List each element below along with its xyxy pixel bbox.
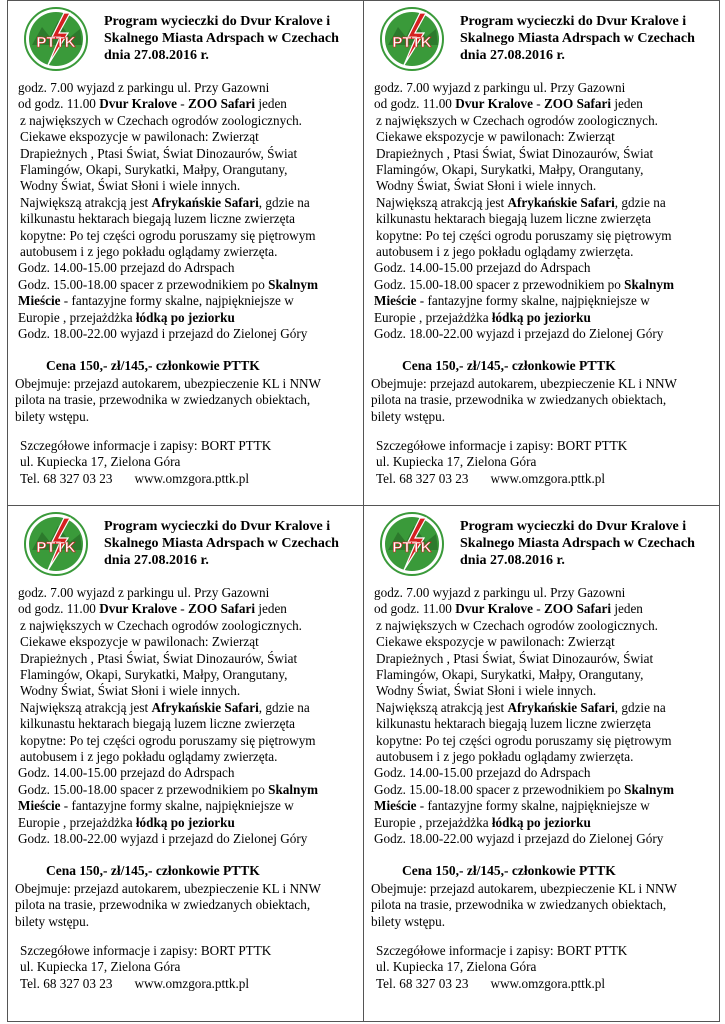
itinerary-line: kopytne: Po tej części ogrodu poruszamy się piętrowym — [376, 732, 672, 748]
contact-address: ul. Kupiecka 17, Zielona Góra — [20, 959, 181, 975]
price-line: Cena 150,- zł/145,- członkowie PTTK — [46, 358, 260, 373]
itinerary-line: Europie , przejażdżka łódką po jeziorku — [374, 814, 591, 830]
price-line: Cena 150,- zł/145,- członkowie PTTK — [46, 863, 260, 878]
itinerary-line: Drapieżnych , Ptasi Świat, Świat Dinozaurów, Świat — [20, 650, 298, 666]
itinerary-line: godz. 7.00 wyjazd z parkingu ul. Przy Gazowni — [374, 80, 626, 95]
itinerary-line: od godz. 11.00 Dvur Kralove - ZOO Safari jeden — [374, 96, 643, 112]
includes-line: bilety wstępu. — [15, 913, 89, 929]
flyer-card-bottom-left — [8, 506, 363, 1010]
title-line: Program wycieczki do Dvur Kralove i — [460, 14, 687, 29]
contact-address: ul. Kupiecka 17, Zielona Góra — [20, 454, 181, 470]
itinerary-line: godz. 7.00 wyjazd z parkingu ul. Przy Gazowni — [18, 585, 270, 600]
itinerary-line: kilkunastu hektarach biegają luzem liczne zwierzęta — [376, 211, 651, 227]
itinerary-line: Mieście - fantazyjne formy skalne, najpiękniejsze w — [374, 798, 650, 814]
title-line: Program wycieczki do Dvur Kralove i — [104, 519, 331, 534]
flyer-card-top-left — [8, 1, 363, 505]
contact-phone-line — [376, 976, 720, 992]
itinerary-line: Flamingów, Okapi, Surykatki, Małpy, Orangutany, — [376, 162, 644, 178]
includes-line: Obejmuje: przejazd autokarem, ubezpieczenie KL i NNW — [15, 881, 321, 896]
itinerary-line: Godz. 18.00-22.00 wyjazd i przejazd do Zielonej Góry — [18, 326, 308, 342]
pttk-logo-icon — [380, 7, 444, 71]
itinerary-line: od godz. 11.00 Dvur Kralove - ZOO Safari jeden — [374, 601, 643, 617]
itinerary-line: Godz. 15.00-18.00 spacer z przewodnikiem po Skalnym — [18, 781, 318, 797]
itinerary-line: Mieście - fantazyjne formy skalne, najpiękniejsze w — [374, 293, 650, 309]
itinerary-line: od godz. 11.00 Dvur Kralove - ZOO Safari jeden — [18, 96, 287, 112]
contact-info — [376, 438, 720, 487]
includes-text — [15, 881, 359, 930]
itinerary-line: kopytne: Po tej części ogrodu poruszamy się piętrowym — [20, 227, 316, 243]
includes-line: pilota na trasie, przewodnika w zwiedzanych obiektach, — [15, 392, 311, 408]
contact-phone-line — [20, 976, 364, 992]
title-line: Skalnego Miasta Adrspach w Czechach — [104, 536, 339, 551]
includes-text — [15, 376, 359, 425]
title-line: dnia 27.08.2016 r. — [104, 553, 209, 568]
website-link[interactable]: www.omzgora.pttk.pl — [490, 470, 605, 486]
itinerary-line: Godz. 14.00-15.00 przejazd do Adrspach — [374, 260, 591, 276]
itinerary-line: z największych w Czechach ogrodów zoologicznych. — [20, 617, 302, 633]
includes-line: pilota na trasie, przewodnika w zwiedzanych obiektach, — [371, 392, 667, 408]
website-link[interactable]: www.omzgora.pttk.pl — [134, 470, 249, 486]
itinerary-line: Ciekawe ekspozycje w pawilonach: Zwierząt — [376, 634, 615, 650]
contact-address: ul. Kupiecka 17, Zielona Góra — [376, 454, 537, 470]
itinerary-line: Europie , przejażdżka łódką po jeziorku — [374, 309, 591, 325]
flyer-card-bottom-right — [364, 506, 719, 1010]
itinerary-line: Godz. 15.00-18.00 spacer z przewodnikiem po Skalnym — [374, 781, 674, 797]
itinerary-line: kilkunastu hektarach biegają luzem liczne zwierzęta — [376, 716, 651, 732]
itinerary-line: z największych w Czechach ogrodów zoologicznych. — [376, 617, 658, 633]
itinerary-line: z największych w Czechach ogrodów zoologicznych. — [376, 112, 658, 128]
includes-line: bilety wstępu. — [371, 913, 445, 929]
itinerary-line: autobusem i z jego pokładu oglądamy zwierzęta. — [376, 244, 634, 260]
website-link[interactable]: www.omzgora.pttk.pl — [134, 975, 249, 991]
itinerary-line: Wodny Świat, Świat Słoni i wiele innych. — [376, 683, 597, 699]
itinerary — [374, 585, 718, 848]
itinerary-line: Największą atrakcją jest Afrykańskie Safari, gdzie na — [20, 194, 310, 210]
contact-info — [20, 943, 364, 992]
contact-info-line: Szczegółowe informacje i zapisy: BORT PTTK — [20, 438, 272, 453]
title-line: dnia 27.08.2016 r. — [460, 48, 565, 63]
itinerary-line: Godz. 14.00-15.00 przejazd do Adrspach — [18, 260, 235, 276]
itinerary-line: Drapieżnych , Ptasi Świat, Świat Dinozaurów, Świat — [376, 650, 654, 666]
itinerary-line: kilkunastu hektarach biegają luzem liczne zwierzęta — [20, 716, 295, 732]
contact-phone: Tel. 68 327 03 23 — [20, 470, 113, 486]
itinerary-line: autobusem i z jego pokładu oglądamy zwierzęta. — [376, 749, 634, 765]
itinerary-line: autobusem i z jego pokładu oglądamy zwierzęta. — [20, 749, 278, 765]
pttk-logo-icon — [24, 512, 88, 576]
contact-phone: Tel. 68 327 03 23 — [376, 975, 469, 991]
flyer-card-top-right — [364, 1, 719, 505]
contact-phone-line — [20, 471, 364, 487]
contact-address: ul. Kupiecka 17, Zielona Góra — [376, 959, 537, 975]
itinerary-line: Flamingów, Okapi, Surykatki, Małpy, Orangutany, — [20, 162, 288, 178]
contact-info-line: Szczegółowe informacje i zapisy: BORT PTTK — [20, 943, 272, 958]
itinerary-line: godz. 7.00 wyjazd z parkingu ul. Przy Gazowni — [374, 585, 626, 600]
includes-line: bilety wstępu. — [371, 408, 445, 424]
itinerary-line: Godz. 18.00-22.00 wyjazd i przejazd do Zielonej Góry — [374, 831, 664, 847]
itinerary-line: Flamingów, Okapi, Surykatki, Małpy, Orangutany, — [376, 667, 644, 683]
includes-line: pilota na trasie, przewodnika w zwiedzanych obiektach, — [15, 897, 311, 913]
includes-line: Obejmuje: przejazd autokarem, ubezpieczenie KL i NNW — [371, 881, 677, 896]
title-line: Program wycieczki do Dvur Kralove i — [104, 14, 331, 29]
itinerary-line: Wodny Świat, Świat Słoni i wiele innych. — [376, 178, 597, 194]
trip-title — [460, 13, 718, 64]
itinerary-line: Godz. 14.00-15.00 przejazd do Adrspach — [374, 765, 591, 781]
title-line: Skalnego Miasta Adrspach w Czechach — [460, 31, 695, 46]
pttk-logo-icon — [380, 512, 444, 576]
includes-text — [371, 376, 715, 425]
website-link[interactable]: www.omzgora.pttk.pl — [490, 975, 605, 991]
contact-info — [376, 943, 720, 992]
logo-text: PTTK — [392, 34, 432, 51]
contact-phone-line — [376, 471, 720, 487]
includes-line: bilety wstępu. — [15, 408, 89, 424]
itinerary-line: Flamingów, Okapi, Surykatki, Małpy, Orangutany, — [20, 667, 288, 683]
itinerary-line: godz. 7.00 wyjazd z parkingu ul. Przy Gazowni — [18, 80, 270, 95]
contact-info — [20, 438, 364, 487]
itinerary-line: Mieście - fantazyjne formy skalne, najpiękniejsze w — [18, 798, 294, 814]
leaflet-sheet — [7, 0, 720, 1022]
itinerary — [374, 80, 718, 343]
itinerary-line: Największą atrakcją jest Afrykańskie Safari, gdzie na — [20, 699, 310, 715]
includes-line: pilota na trasie, przewodnika w zwiedzanych obiektach, — [371, 897, 667, 913]
price-line: Cena 150,- zł/145,- członkowie PTTK — [402, 863, 616, 878]
itinerary-line: Mieście - fantazyjne formy skalne, najpiękniejsze w — [18, 293, 294, 309]
itinerary-line: Godz. 15.00-18.00 spacer z przewodnikiem po Skalnym — [18, 276, 318, 292]
title-line: dnia 27.08.2016 r. — [104, 48, 209, 63]
itinerary-line: Godz. 18.00-22.00 wyjazd i przejazd do Zielonej Góry — [374, 326, 664, 342]
itinerary-line: kilkunastu hektarach biegają luzem liczne zwierzęta — [20, 211, 295, 227]
includes-line: Obejmuje: przejazd autokarem, ubezpieczenie KL i NNW — [15, 376, 321, 391]
contact-phone: Tel. 68 327 03 23 — [20, 975, 113, 991]
itinerary-line: Największą atrakcją jest Afrykańskie Safari, gdzie na — [376, 194, 666, 210]
itinerary-line: od godz. 11.00 Dvur Kralove - ZOO Safari jeden — [18, 601, 287, 617]
itinerary-line: Godz. 14.00-15.00 przejazd do Adrspach — [18, 765, 235, 781]
itinerary-line: Ciekawe ekspozycje w pawilonach: Zwierząt — [20, 129, 259, 145]
logo-text: PTTK — [36, 34, 76, 51]
title-line: Program wycieczki do Dvur Kralove i — [460, 519, 687, 534]
includes-text — [371, 881, 715, 930]
trip-title — [104, 518, 362, 569]
itinerary-line: Drapieżnych , Ptasi Świat, Świat Dinozaurów, Świat — [376, 145, 654, 161]
contact-info-line: Szczegółowe informacje i zapisy: BORT PTTK — [376, 438, 628, 453]
itinerary-line: Ciekawe ekspozycje w pawilonach: Zwierząt — [376, 129, 615, 145]
itinerary-line: kopytne: Po tej części ogrodu poruszamy się piętrowym — [376, 227, 672, 243]
itinerary-line: Drapieżnych , Ptasi Świat, Świat Dinozaurów, Świat — [20, 145, 298, 161]
itinerary-line: Europie , przejażdżka łódką po jeziorku — [18, 814, 235, 830]
itinerary-line: Największą atrakcją jest Afrykańskie Safari, gdzie na — [376, 699, 666, 715]
price-line: Cena 150,- zł/145,- członkowie PTTK — [402, 358, 616, 373]
itinerary-line: Wodny Świat, Świat Słoni i wiele innych. — [20, 178, 241, 194]
itinerary — [18, 585, 362, 848]
trip-title — [460, 518, 718, 569]
itinerary-line: Europie , przejażdżka łódką po jeziorku — [18, 309, 235, 325]
title-line: Skalnego Miasta Adrspach w Czechach — [104, 31, 339, 46]
includes-line: Obejmuje: przejazd autokarem, ubezpieczenie KL i NNW — [371, 376, 677, 391]
logo-text: PTTK — [36, 539, 76, 556]
itinerary — [18, 80, 362, 343]
itinerary-line: Godz. 15.00-18.00 spacer z przewodnikiem po Skalnym — [374, 276, 674, 292]
itinerary-line: z największych w Czechach ogrodów zoologicznych. — [20, 112, 302, 128]
logo-text: PTTK — [392, 539, 432, 556]
title-line: dnia 27.08.2016 r. — [460, 553, 565, 568]
itinerary-line: Wodny Świat, Świat Słoni i wiele innych. — [20, 683, 241, 699]
itinerary-line: Ciekawe ekspozycje w pawilonach: Zwierząt — [20, 634, 259, 650]
contact-info-line: Szczegółowe informacje i zapisy: BORT PTTK — [376, 943, 628, 958]
pttk-logo-icon — [24, 7, 88, 71]
contact-phone: Tel. 68 327 03 23 — [376, 470, 469, 486]
itinerary-line: Godz. 18.00-22.00 wyjazd i przejazd do Zielonej Góry — [18, 831, 308, 847]
itinerary-line: autobusem i z jego pokładu oglądamy zwierzęta. — [20, 244, 278, 260]
itinerary-line: kopytne: Po tej części ogrodu poruszamy się piętrowym — [20, 732, 316, 748]
trip-title — [104, 13, 362, 64]
title-line: Skalnego Miasta Adrspach w Czechach — [460, 536, 695, 551]
